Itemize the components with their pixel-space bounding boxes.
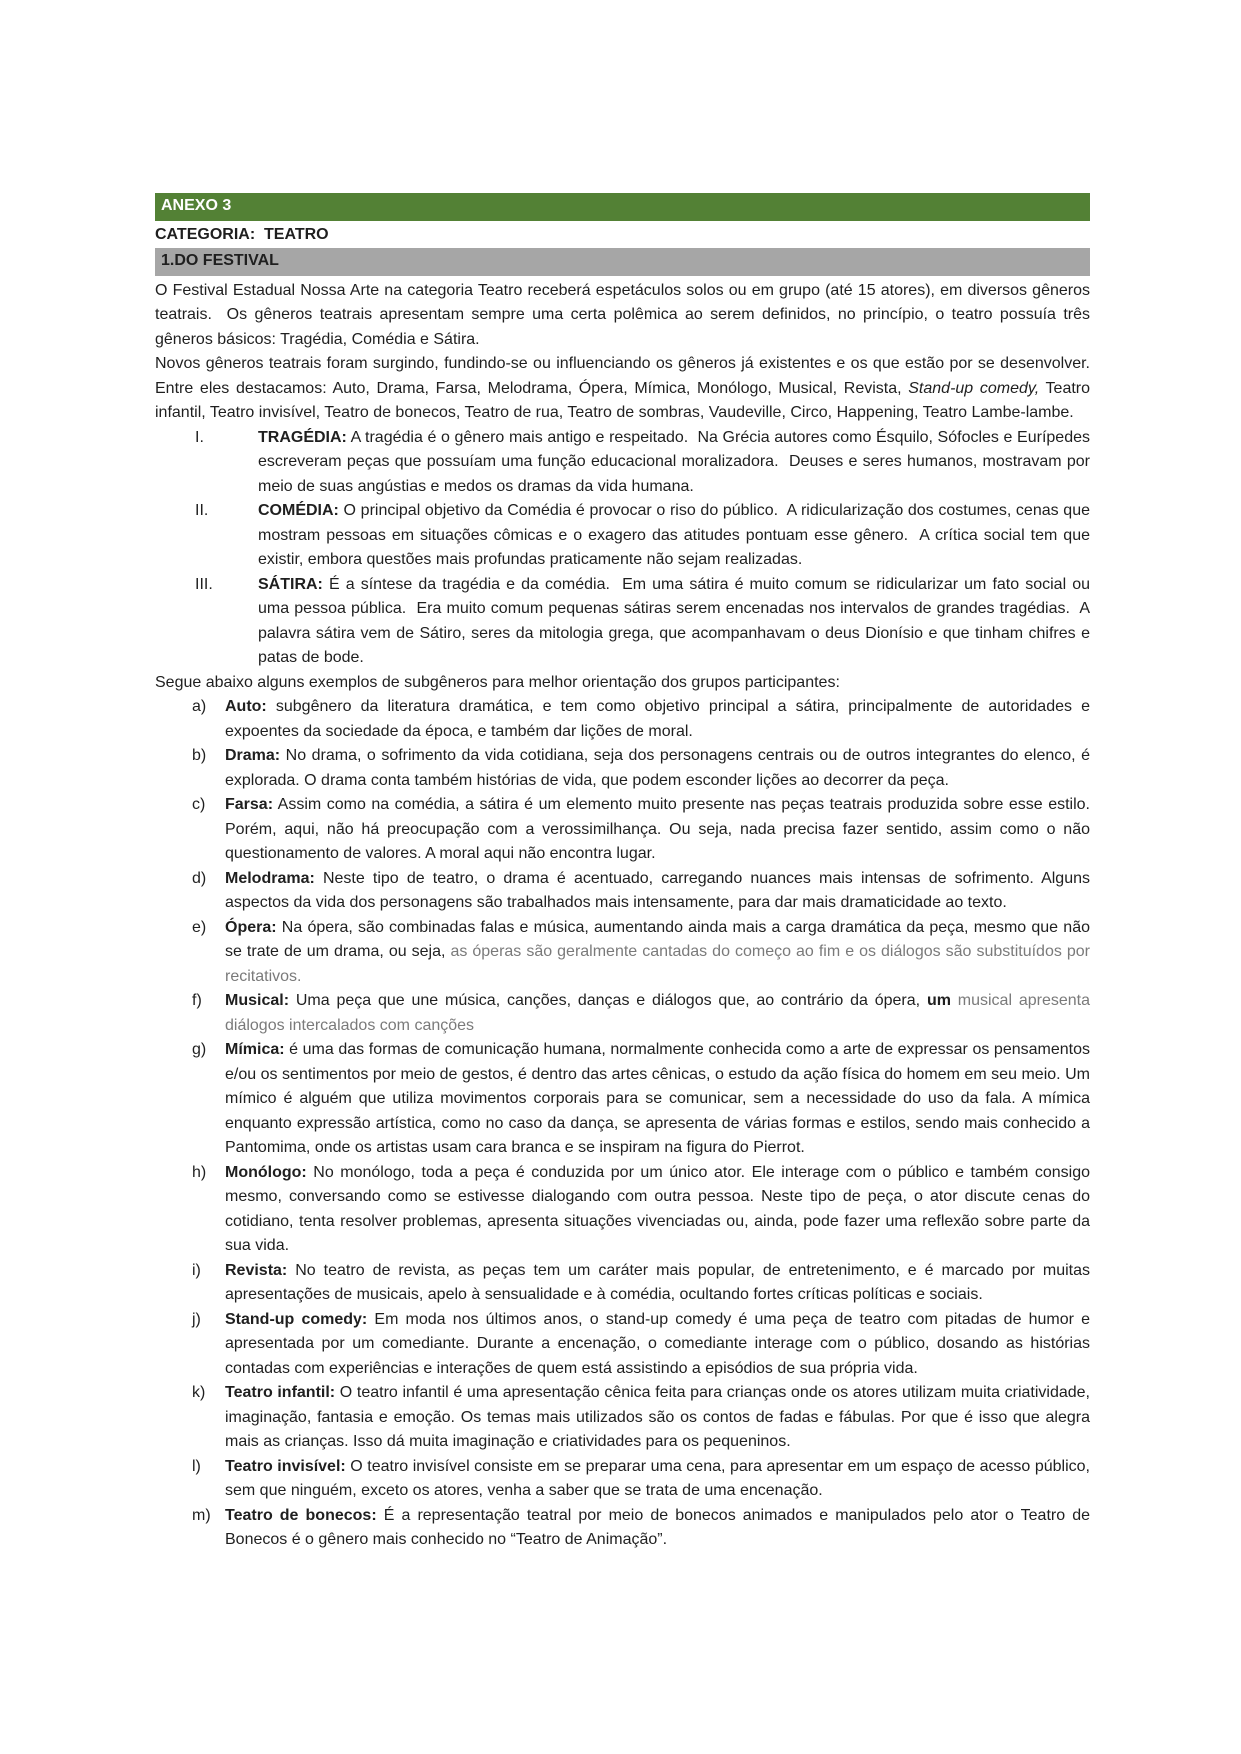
intro-paragraph-2 <box>155 352 1095 426</box>
intro-paragraph-2-text-cont: Teatro infantil, Teatro invisível, Teatro de bonecos, Teatro de rua, Teatro de sombras, Vaudeville, Circo, Happening, Teatro Lambe-lambe. <box>155 379 1095 421</box>
subgenre-text: O teatro infantil é uma apresentação cênica feita para crianças onde os atores utilizam muita criatividade, imaginação, fantasia e emoção. Os temas mais utilizados são os contos de fadas e fábulas. Por que é isso que alegra mais as crianças. Isso dá muita imaginação e criatividades para os pequeninos. <box>225 1384 1095 1450</box>
subgenre-term: Melodrama: <box>225 869 315 887</box>
genre-text: O principal objetivo da Comédia é provocar o riso do público. A ridicularização dos costumes, cenas que mostram pessoas em situações cômicas e o exagero das atitudes pontuam esse gênero. A crítica social tem que existir, embora questões mais profundas praticamente não sejam realizadas. <box>258 502 1095 568</box>
subgenre-term: Auto: <box>225 698 267 715</box>
subgenre-text: No drama, o sofrimento da vida cotidiana, seja dos personagens centrais ou de outros integrantes do elenco, é explorada. O drama conta também histórias de vida, que podem esconder lições ao decorrer da peça. <box>225 747 1095 789</box>
genre-term: SÁTIRA: <box>258 575 323 593</box>
subgenre-term: Drama: <box>225 747 281 764</box>
list-marker: c) <box>192 796 206 813</box>
anexo-header-bar <box>155 193 1090 221</box>
subgenre-term: Ópera: <box>225 918 277 936</box>
intro-paragraph-1-text: O Festival Estadual Nossa Arte na categoria Teatro receberá espetáculos solos ou em grupo (até 15 atores), em diversos gêneros teatrais. Os gêneros teatrais apresentam sempre uma certa polêmica ao serem definidos, no princípio, o teatro possuía três gêneros básicos: Tragédia, Comédia e Sátira. <box>155 281 1095 348</box>
subgenre-text: No monólogo, toda a peça é conduzida por um único ator. Ele interage com o público e também consigo mesmo, conversando como se estivesse dialogando com outra pessoa. Neste tipo de peça, o ator discute cenas do cotidiano, tenta resolver problemas, apresenta situações vivenciadas ou, ainda, pode fazer uma reflexão sobre parte da sua vida. <box>225 1163 1095 1254</box>
subgenre-item-standup <box>155 1308 1095 1382</box>
list-marker: m) <box>192 1506 211 1524</box>
subgenres-intro <box>155 671 1090 696</box>
subgenre-text: No teatro de revista, as peças tem um caráter mais popular, de entretenimento, e é marcado por muitas apresentações de musicais, apelo à sensualidade e à comédia, ocultando fortes críticas políticas e sociais. <box>225 1261 1095 1303</box>
subgenre-item-teatro-infantil <box>155 1381 1095 1455</box>
genre-term: COMÉDIA: <box>258 502 339 519</box>
intro-paragraph-2-italic: Stand-up comedy, <box>908 379 1040 397</box>
subgenre-item-musical <box>155 989 1095 1038</box>
subgenre-item-revista <box>155 1259 1095 1308</box>
subgenre-item-melodrama <box>155 867 1095 916</box>
subgenre-term: Musical: <box>225 992 290 1009</box>
subgenre-term: Teatro de bonecos: <box>225 1506 377 1524</box>
subgenre-term: Monólogo: <box>225 1163 307 1181</box>
list-marker: j) <box>192 1310 201 1328</box>
list-marker: e) <box>192 918 207 936</box>
subgenre-item-drama <box>155 744 1095 793</box>
genre-text: É a síntese da tragédia e da comédia. Em uma sátira é muito comum se ridicularizar um fato social ou uma pessoa pública. Era muito comum pequenas sátiras serem encenadas nos intervalos de grandes tragédias. A palavra sátira vem de Sátiro, seres da mitologia grega, que acompanhavam o deus Dionísio e que tinham chifres e patas de bode. <box>258 575 1095 666</box>
list-marker: k) <box>192 1384 206 1401</box>
intro-paragraph-2-text: Novos gêneros teatrais foram surgindo, fundindo-se ou influenciando os gêneros já existentes e os que estão por se desenvolver. Entre eles destacamos: Auto, Drama, Farsa, Melodrama, Ópera, Mímica, Monólogo, Musical, Revista, <box>155 355 1095 397</box>
subgenre-text: O teatro invisível consiste em se preparar uma cena, para apresentar em um espaço de acesso público, sem que ninguém, exceto os atores, venha a saber que se trata de uma encenação. <box>225 1457 1095 1499</box>
genre-text: A tragédia é o gênero mais antigo e respeitado. Na Grécia autores como Ésquilo, Sófocles e Eurípedes escreveram peças que possuíam uma função educacional moralizadora. Deuses e seres humanos, mostravam por meio de suas angústias e medos os dramas da vida humana. <box>258 428 1095 495</box>
genre-term: TRAGÉDIA: <box>258 428 347 446</box>
intro-paragraph-1 <box>155 279 1095 353</box>
list-marker: g) <box>192 1041 207 1058</box>
subgenre-text: subgênero da literatura dramática, e tem como objetivo principal a sátira, principalmente de autoridades e expoentes da sociedade da época, e também dar lições de moral. <box>225 698 1095 740</box>
subgenre-term: Teatro infantil: <box>225 1384 336 1401</box>
subgenre-term: Farsa: <box>225 796 274 813</box>
subgenre-term: Revista: <box>225 1261 288 1279</box>
subgenre-term: Mímica: <box>225 1041 285 1058</box>
list-marker: f) <box>192 992 202 1009</box>
list-marker: II. <box>195 502 209 519</box>
subgenre-item-farsa <box>155 793 1095 867</box>
genre-list-item-tragedia <box>155 426 1095 500</box>
subgenre-term: Stand-up comedy: <box>225 1310 368 1328</box>
subgenre-item-teatro-de-bonecos <box>155 1504 1095 1553</box>
subgenre-item-auto <box>155 695 1095 744</box>
genre-list-item-comedia <box>155 499 1095 573</box>
subgenre-text: Na ópera, são combinadas falas e música, aumentando ainda mais a carga dramática da peça, mesmo que não se trate de um drama, ou seja, <box>225 918 1095 960</box>
list-marker: l) <box>192 1457 201 1475</box>
categoria-heading-label: CATEGORIA: TEATRO <box>155 225 329 243</box>
list-marker: III. <box>195 575 213 593</box>
document-content <box>155 193 1095 1553</box>
subgenre-item-monologo <box>155 1161 1095 1259</box>
anexo-header-label: ANEXO 3 <box>161 197 232 214</box>
subgenres-intro-text: Segue abaixo alguns exemplos de subgêneros para melhor orientação dos grupos participantes: <box>155 673 840 691</box>
subgenre-muted-text: musical apresenta diálogos intercalados com canções <box>225 992 1095 1034</box>
subgenre-text: Em moda nos últimos anos, o stand-up comedy é uma peça de teatro com pitadas de humor e apresentada por um comediante. Durante a encenação, o comediante interage com o público, dosando as histórias contadas com experiências e interações de quem está assistindo a episódios de sua própria vida. <box>225 1310 1095 1377</box>
subgenre-bold-word: um <box>926 992 951 1009</box>
list-marker: I. <box>195 428 204 446</box>
subgenre-text: Uma peça que une música, canções, danças e diálogos que, ao contrário da ópera, <box>289 992 927 1009</box>
subgenre-text: Neste tipo de teatro, o drama é acentuado, carregando nuances mais intensas de sofrimento. Alguns aspectos da vida dos personagens são trabalhados mais intensamente, para dar mais dramaticidade ao texto. <box>225 869 1095 911</box>
festival-section-label: 1.DO FESTIVAL <box>161 252 279 269</box>
subgenre-muted-text: as óperas são geralmente cantadas do começo ao fim e os diálogos são substituídos por recitativos. <box>225 943 1095 985</box>
subgenre-item-mimica <box>155 1038 1095 1161</box>
subgenre-text: é uma das formas de comunicação humana, normalmente conhecida como a arte de expressar os pensamentos e/ou os sentimentos por meio de gestos, é dentro das artes cênicas, o estudo da ação física do homem em seu meio. Um mímico é alguém que utiliza movimentos corporais para se comunicar, sem a necessidade do uso da fala. A mímica enquanto expressão artística, como no caso da dança, se apresenta de várias formas e estilos, sendo mais conhecido a Pantomima, onde os artistas usam cara branca e se inspiram na figura do Pierrot. <box>225 1041 1095 1156</box>
list-marker: i) <box>192 1261 201 1279</box>
subgenre-term: Teatro invisível: <box>225 1457 346 1475</box>
list-marker: d) <box>192 869 207 887</box>
festival-section-bar <box>155 248 1090 276</box>
list-marker: b) <box>192 747 207 764</box>
subgenre-item-opera <box>155 916 1095 990</box>
categoria-heading <box>155 221 1090 249</box>
list-marker: a) <box>192 698 207 715</box>
subgenre-text: É a representação teatral por meio de bonecos animados e manipulados pelo ator o Teatro de Bonecos é o gênero mais conhecido no “Teatro de Animação”. <box>225 1506 1095 1548</box>
genre-list-item-satira <box>155 573 1095 671</box>
subgenre-item-teatro-invisivel <box>155 1455 1095 1504</box>
list-marker: h) <box>192 1163 207 1181</box>
subgenre-text: Assim como na comédia, a sátira é um elemento muito presente nas peças teatrais produzida sobre esse estilo. Porém, aqui, não há preocupação com a verossimilhança. Ou seja, nada precisa fazer sentido, assim como o não questionamento de valores. A moral aqui não encontra lugar. <box>225 796 1095 862</box>
